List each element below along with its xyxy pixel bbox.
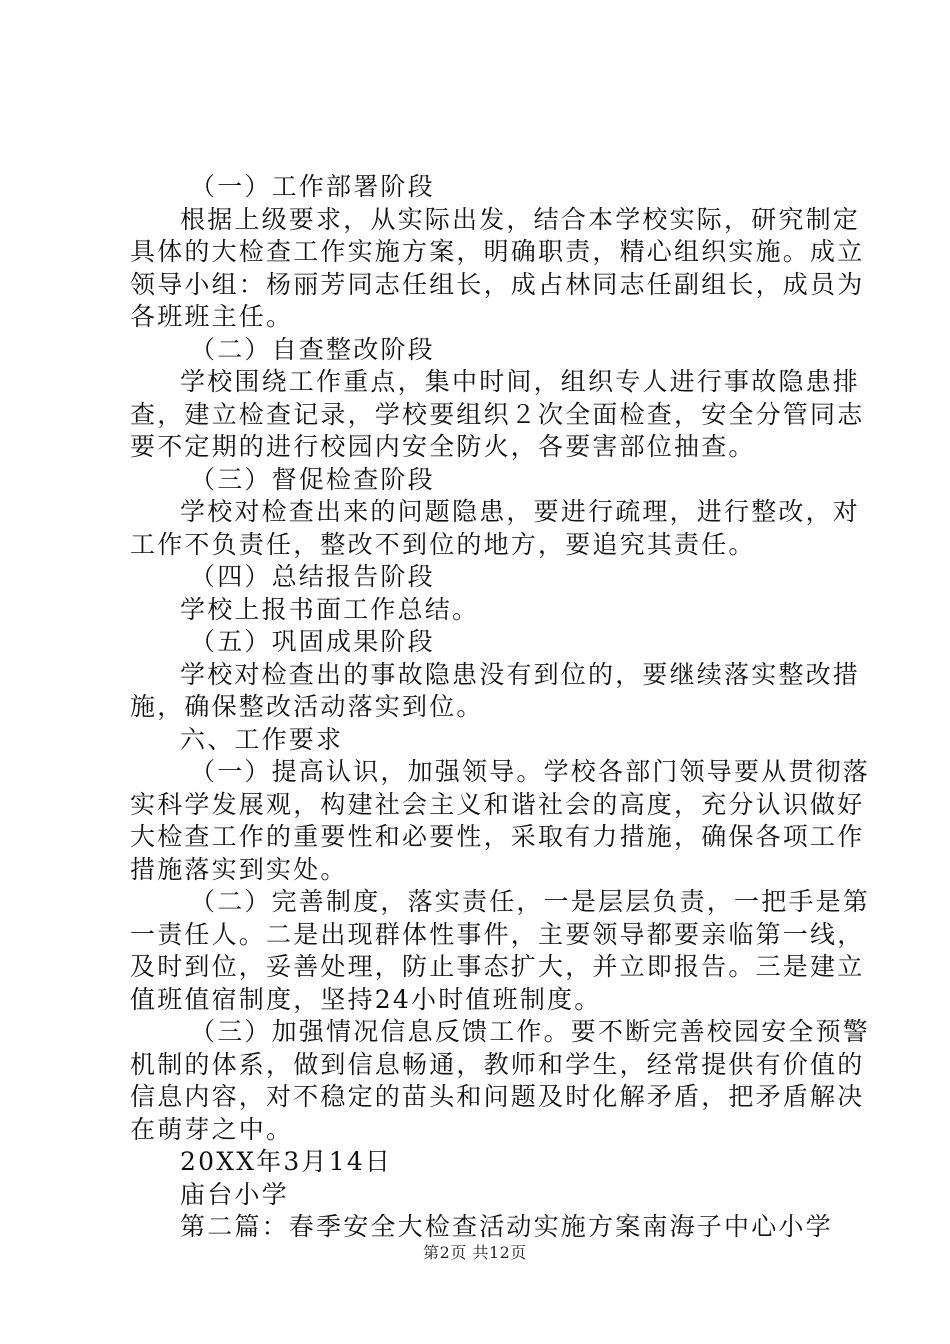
- paragraph-line: 各班班主任。: [130, 302, 294, 331]
- paragraph-line: 学校对检查出来的问题隐患，要进行疏理，进行整改，对: [180, 497, 861, 526]
- paragraph-line: 学校围绕工作重点，集中时间，组织专人进行事故隐患排: [180, 367, 861, 396]
- paragraph-line: （三）加强情况信息反馈工作。要不断完善校园安全预警: [190, 1017, 871, 1046]
- section-heading-self-inspection: （二）自查整改阶段: [190, 334, 435, 364]
- section-heading-consolidation: （五）巩固成果阶段: [190, 627, 435, 656]
- paragraph-line: 信息内容，对不稳定的苗头和问题及时化解矛盾，把矛盾解决: [130, 1082, 865, 1111]
- section-heading-summary-report: （四）总结报告阶段: [190, 562, 435, 591]
- paragraph-line: 根据上级要求，从实际出发，结合本学校实际，研究制定: [180, 204, 861, 234]
- paragraph-line: （二）完善制度，落实责任，一是层层负责，一把手是第: [190, 887, 871, 916]
- paragraph-line: 措施落实到实处。: [130, 854, 348, 884]
- paragraph-line: 领导小组：杨丽芳同志任组长，成占林同志任副组长，成员为: [130, 269, 865, 299]
- paragraph-line: 要不定期的进行校园内安全防火，各要害部位抽查。: [130, 432, 756, 461]
- paragraph-line: 值班值宿制度，坚持24小时值班制度。: [130, 984, 602, 1014]
- paragraph-line: （一）提高认识，加强领导。学校各部门领导要从贯彻落: [190, 757, 871, 786]
- document-body: [130, 171, 871, 1244]
- paragraph-line: 机制的体系，做到信息畅通，教师和学生，经常提供有价值的: [130, 1049, 865, 1079]
- paragraph-line: 大检查工作的重要性和必要性，采取有力措施，确保各项工作: [130, 822, 865, 851]
- paragraph-line: 学校对检查出的事故隐患没有到位的，要继续落实整改措: [180, 659, 861, 689]
- paragraph-line: 实科学发展观，构建社会主义和谐社会的高度，充分认识做好: [130, 789, 865, 819]
- paragraph-line: 工作不负责任，整改不到位的地方，要追究其责任。: [130, 529, 756, 559]
- paragraph-line: 施，确保整改活动落实到位。: [130, 692, 484, 721]
- paragraph-line: 学校上报书面工作总结。: [180, 594, 480, 624]
- page-number-footer: 第2页 共12页: [423, 1243, 527, 1262]
- paragraph-line: 及时到位，妥善处理，防止事态扩大，并立即报告。三是建立: [130, 952, 865, 981]
- paragraph-line: 具体的大检查工作实施方案，明确职责，精心组织实施。成立: [130, 237, 865, 266]
- section-heading-work-deployment: （一）工作部署阶段: [190, 172, 435, 201]
- paragraph-line: 在萌芽之中。: [130, 1114, 294, 1144]
- date-line: 20XX年3月14日: [180, 1147, 393, 1176]
- section-heading-supervision: （三）督促检查阶段: [190, 464, 435, 494]
- next-chapter-title: 第二篇：春季安全大检查活动实施方案南海子中心小学: [180, 1212, 833, 1241]
- section-heading-work-requirements: 六、工作要求: [180, 724, 344, 754]
- paragraph-line: 一责任人。二是出现群体性事件，主要领导都要亲临第一线，: [130, 919, 865, 949]
- school-signature: 庙台小学: [180, 1179, 289, 1209]
- paragraph-line: 查，建立检查记录，学校要组织２次全面检查，安全分管同志: [130, 399, 865, 429]
